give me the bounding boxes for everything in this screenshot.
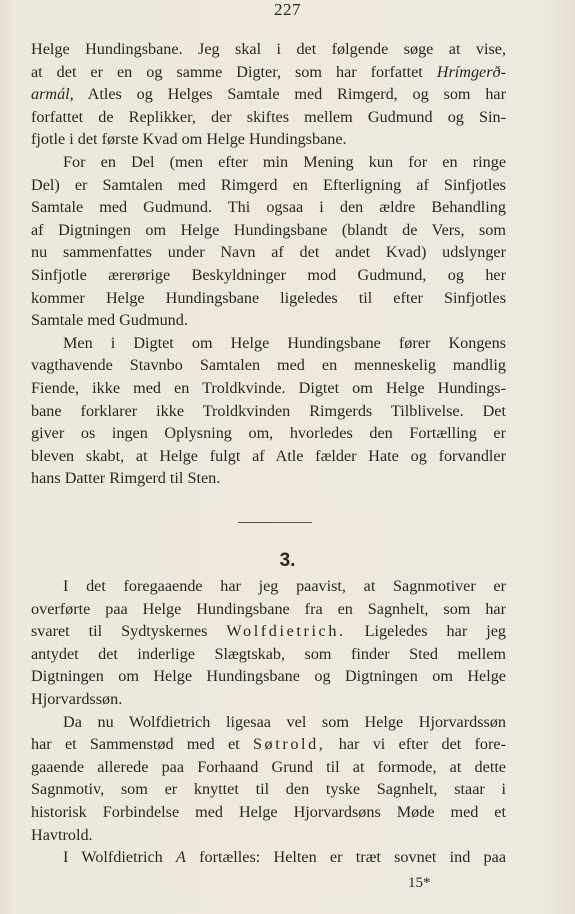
text-line: Samtale med Gudmund. bbox=[31, 311, 188, 330]
text-line: Da nu Wolfdietrich ligesaa vel som Helge Hjorvardssøn bbox=[63, 712, 506, 731]
section-divider bbox=[238, 522, 312, 523]
text-line: af Digtningen om Helge Hundingsbane (blandt de Vers, som bbox=[31, 220, 506, 239]
text-line: hans Datter Rimgerd til Sten. bbox=[31, 469, 221, 488]
spaced-name: Wolfdietrich. bbox=[226, 622, 346, 641]
text-line: Digtningen om Helge Hundingsbane og Digtningen om Helge bbox=[31, 667, 506, 686]
text-line: har et Sammenstød med et Søtrold, har vi efter det fore- bbox=[31, 735, 506, 754]
paragraph bbox=[31, 38, 506, 151]
text-line: armál, Atles og Helges Samtale med Rimgerd, og som har bbox=[31, 85, 506, 104]
page-number: 227 bbox=[274, 0, 301, 19]
text-line: Men i Digtet om Helge Hundingsbane fører Kongens bbox=[63, 333, 506, 352]
text-line: Del) er Samtalen med Rimgerd en Efterligning af Sinfjotles bbox=[31, 175, 506, 194]
text-line: nu sammenfattes under Navn af det andet Kvad) udslynger bbox=[31, 243, 506, 262]
text-line: I Wolfdietrich A fortælles: Helten er træt sovnet ind paa bbox=[63, 848, 507, 867]
italic-letter: A bbox=[176, 848, 186, 867]
text-line: vagthavende Stavnbo Samtalen med en menneskelig mandlig bbox=[31, 356, 506, 375]
section-number: 3. bbox=[279, 550, 296, 571]
text-line: Sinfjotle ærerørige Beskyldninger mod Gudmund, og her bbox=[31, 265, 506, 284]
paragraph bbox=[31, 151, 506, 332]
text-line: bane forklarer ikke Troldkvinden Rimgerds Tilblivelse. Det bbox=[31, 401, 506, 420]
text-line: bleven skabt, at Helge fulgt af Atle fælder Hate og forvandler bbox=[31, 446, 506, 465]
text-line: giver os ingen Oplysning om, hvorledes den Fortælling er bbox=[31, 424, 506, 443]
paragraph bbox=[31, 846, 506, 869]
paragraph bbox=[31, 575, 506, 711]
text-line: fjotle i det første Kvad om Helge Hundingsbane. bbox=[31, 130, 347, 149]
text-line: Havtrold. bbox=[31, 825, 93, 844]
text-line: Fiende, ikke med en Troldkvinde. Digtet om Helge Hundings- bbox=[31, 378, 506, 397]
text-line: overførte paa Helge Hundingsbane fra en Sagnhelt, som har bbox=[31, 599, 506, 618]
text-line: Helge Hundingsbane. Jeg skal i det følgende søge at vise, bbox=[31, 40, 506, 58]
text-line: at det er en og samme Digter, som har forfattet Hrímgerð- bbox=[31, 62, 507, 81]
paragraph bbox=[31, 332, 506, 490]
signature-mark: 15* bbox=[408, 875, 431, 891]
text-line: gaaende allerede paa Forhaand Grund til at formode, at dette bbox=[31, 757, 506, 776]
text-line: svaret til Sydtyskernes Wolfdietrich. Ligeledes har jeg bbox=[31, 622, 506, 641]
text-line: For en Del (men efter min Mening kun for en ringe bbox=[63, 152, 506, 171]
text-line: Samtale med Gudmund. Thi ogsaa i den ældre Behandling bbox=[31, 198, 506, 217]
text-line: historisk Forbindelse med Helge Hjorvardsøns Møde med et bbox=[31, 802, 506, 821]
paragraph bbox=[31, 711, 506, 847]
text-line: antydet det inderlige Slægtskab, som finder Sted mellem bbox=[31, 644, 506, 663]
text-line: kommer Helge Hundingsbane ligeledes til efter Sinfjotles bbox=[31, 288, 506, 307]
text-line: Hjorvardssøn. bbox=[31, 689, 123, 708]
text-line: I det foregaaende har jeg paavist, at Sagnmotiver er bbox=[63, 577, 506, 595]
italic-title: Hrímgerð- bbox=[436, 62, 507, 81]
text-block-upper bbox=[31, 38, 506, 490]
text-block-lower bbox=[31, 575, 506, 869]
italic-title: armál, bbox=[31, 85, 74, 104]
text-line: Sagnmotiv, som er knyttet til den tyske Sagnhelt, staar i bbox=[31, 780, 506, 799]
text-line: forfattet de Replikker, der skiftes mellem Gudmund og Sin- bbox=[31, 107, 506, 126]
spaced-name: Søtrold, bbox=[252, 735, 326, 754]
